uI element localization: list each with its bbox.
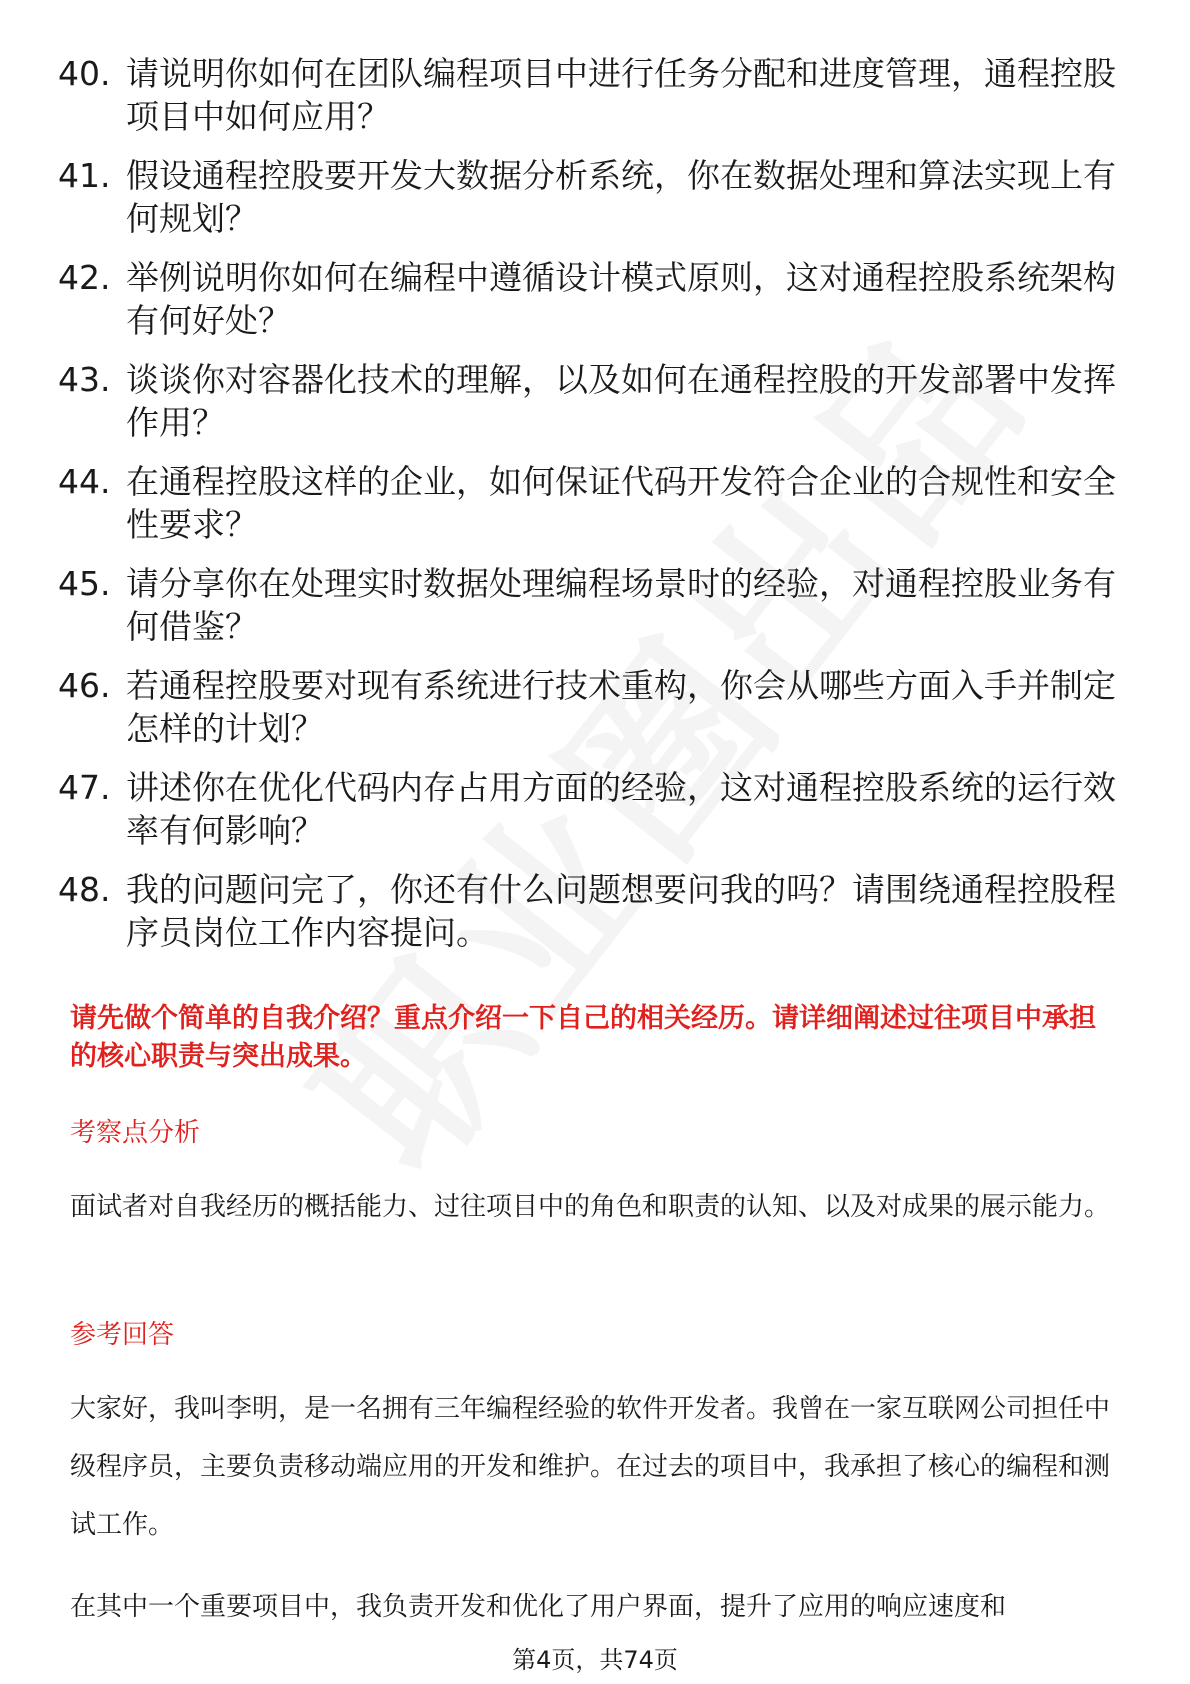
- question-number: 40.: [58, 54, 111, 93]
- question-text: 在通程控股这样的企业，如何保证代码开发符合企业的合规性和安全性要求？: [126, 462, 1116, 544]
- question-list: [58, 52, 1118, 970]
- question-text: 若通程控股要对现有系统进行技术重构，你会从哪些方面入手并制定怎样的计划？: [126, 666, 1116, 748]
- list-item: [58, 868, 1118, 954]
- list-item: [58, 766, 1118, 852]
- highlight-question: 请先做个简单的自我介绍？重点介绍一下自己的相关经历。请详细阐述过往项目中承担的核心职责与突出成果。: [70, 1003, 1096, 1072]
- question-text: 请分享你在处理实时数据处理编程场景时的经验，对通程控股业务有何借鉴？: [126, 564, 1116, 646]
- list-item: [58, 256, 1118, 342]
- list-item: [58, 664, 1118, 750]
- question-text: 讲述你在优化代码内存占用方面的经验，这对通程控股系统的运行效率有何影响？: [126, 768, 1116, 850]
- analysis-text: 面试者对自我经历的概括能力、过往项目中的角色和职责的认知、以及对成果的展示能力。: [70, 1192, 1111, 1222]
- reference-paragraph: 在其中一个重要项目中，我负责开发和优化了用户界面，提升了应用的响应速度和: [70, 1592, 1007, 1622]
- question-text: 请说明你如何在团队编程项目中进行任务分配和进度管理，通程控股项目中如何应用？: [126, 54, 1116, 136]
- list-item: [58, 562, 1118, 648]
- list-item: [58, 460, 1118, 546]
- question-number: 46.: [58, 666, 111, 705]
- question-number: 45.: [58, 564, 111, 603]
- question-text: 我的问题问完了，你还有什么问题想要问我的吗？请围绕通程控股程序员岗位工作内容提问。: [126, 870, 1116, 952]
- reference-paragraph: 大家好，我叫李明，是一名拥有三年编程经验的软件开发者。我曾在一家互联网公司担任中级程序员，主要负责移动端应用的开发和维护。在过去的项目中，我承担了核心的编程和测试工作。: [70, 1394, 1111, 1540]
- list-item: [58, 52, 1118, 138]
- analysis-heading: 考察点分析: [70, 1118, 201, 1148]
- reference-heading: 参考回答: [70, 1320, 175, 1350]
- question-number: 43.: [58, 360, 111, 399]
- question-number: 44.: [58, 462, 111, 501]
- question-number: 41.: [58, 156, 111, 195]
- question-number: 42.: [58, 258, 111, 297]
- page-number: 第4页，共74页: [512, 1646, 678, 1674]
- question-text: 举例说明你如何在编程中遵循设计模式原则，这对通程控股系统架构有何好处？: [126, 258, 1116, 340]
- question-text: 假设通程控股要开发大数据分析系统，你在数据处理和算法实现上有何规划？: [126, 156, 1116, 238]
- question-text: 谈谈你对容器化技术的理解，以及如何在通程控股的开发部署中发挥作用？: [126, 360, 1116, 442]
- list-item: [58, 154, 1118, 240]
- question-number: 47.: [58, 768, 111, 807]
- list-item: [58, 358, 1118, 444]
- question-number: 48.: [58, 870, 111, 909]
